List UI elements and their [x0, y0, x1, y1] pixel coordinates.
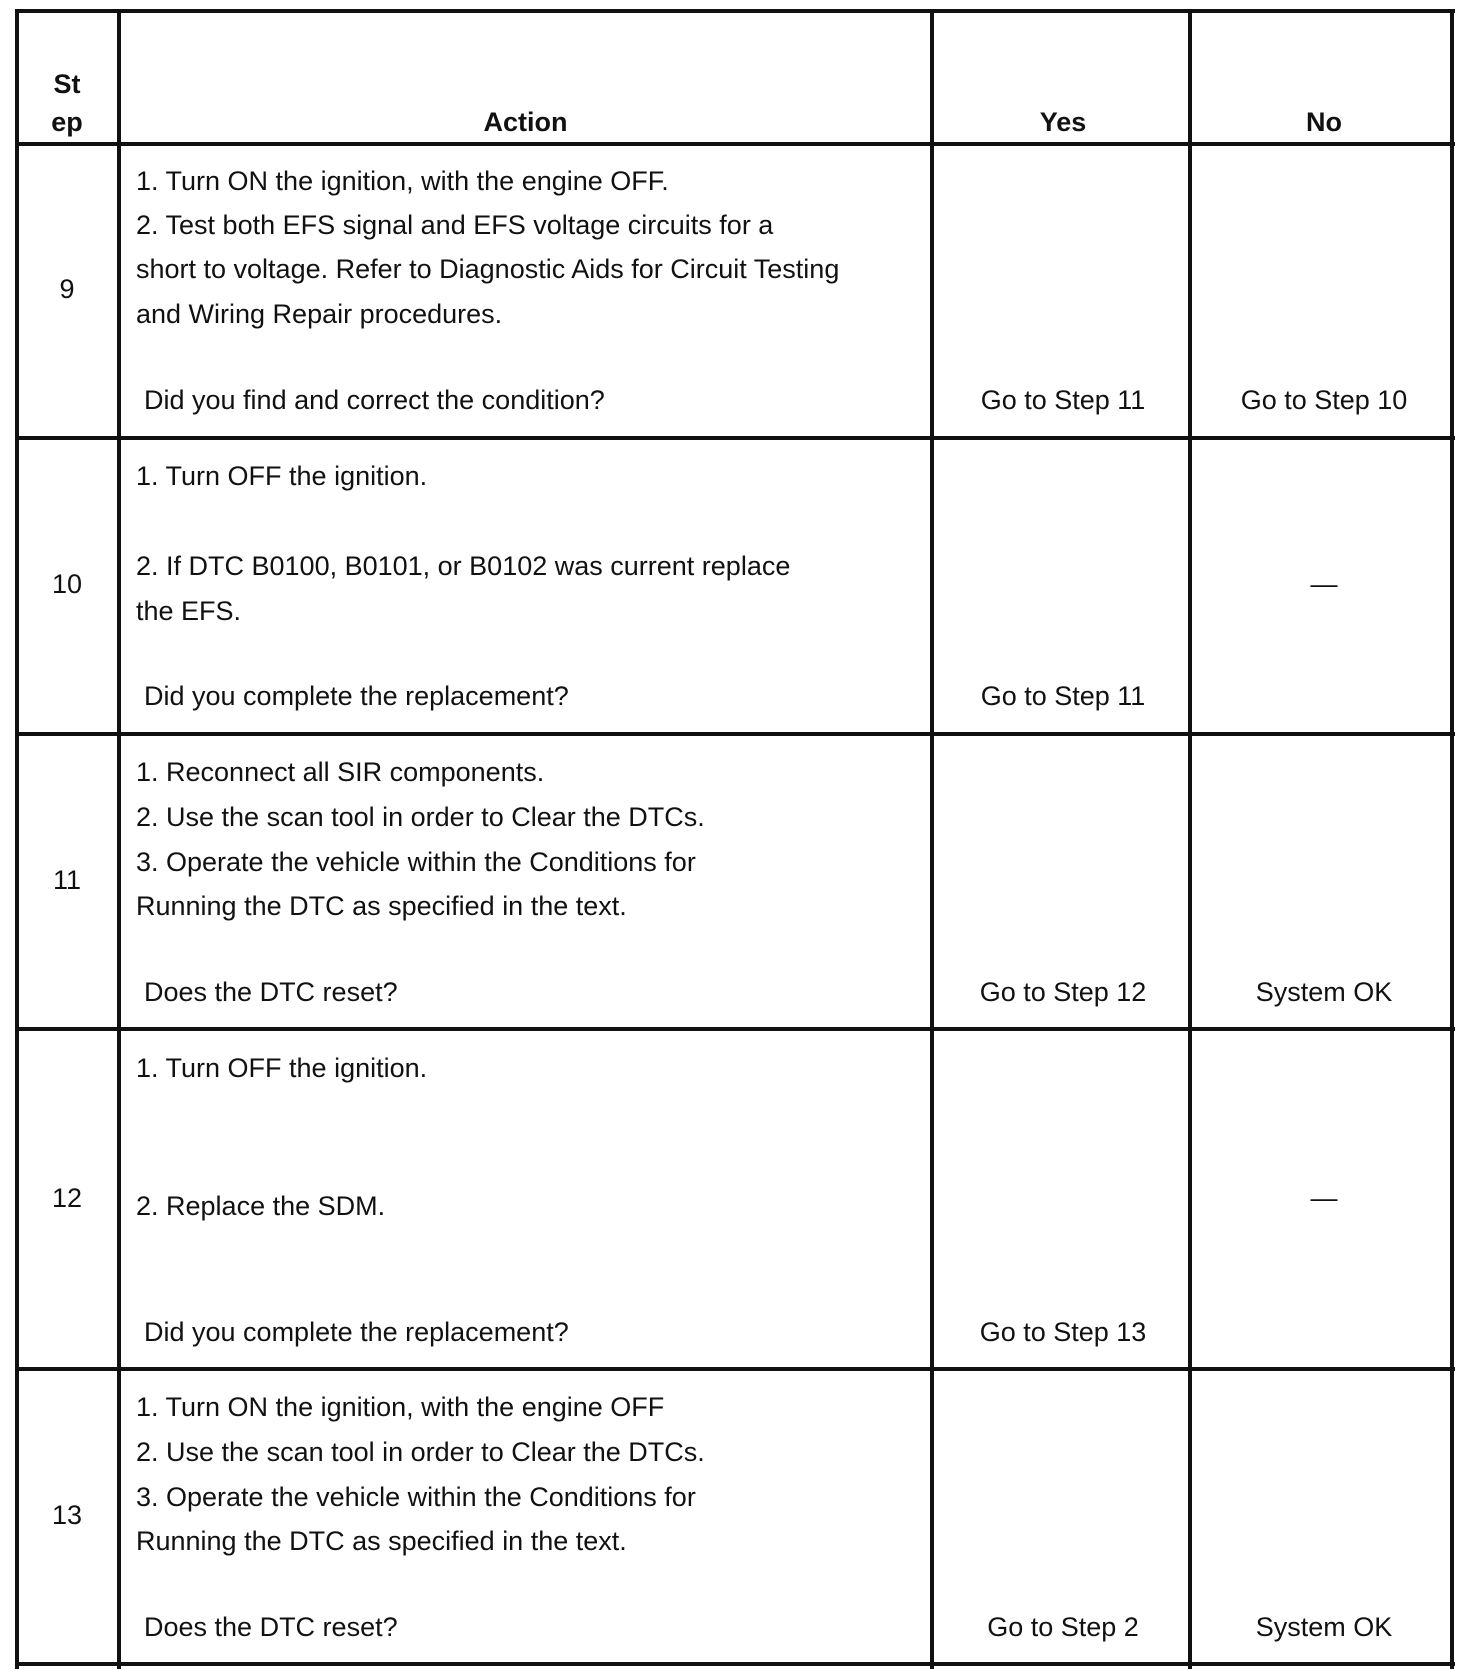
row-divider [15, 1367, 1455, 1371]
yes-result: Go to Step 2 [987, 1612, 1139, 1642]
yes-result: Go to Step 12 [979, 977, 1147, 1007]
action-line: 1. Turn ON the ignition, with the engine OFF. [136, 166, 669, 196]
action-line: 1. Reconnect all SIR components. [136, 757, 545, 787]
column-divider [930, 9, 934, 1669]
step-number: 10 [51, 569, 83, 599]
action-line: 2. If DTC B0100, B0101, or B0102 was current replace [136, 551, 791, 581]
row-divider [15, 732, 1455, 736]
action-line: 3. Operate the vehicle within the Conditions for [136, 1482, 696, 1512]
header-action: Action [483, 107, 568, 137]
yes-result: Go to Step 11 [980, 385, 1146, 415]
table-bottom-border [15, 1662, 1455, 1666]
no-result: — [1310, 569, 1338, 599]
no-result: Go to Step 10 [1240, 385, 1408, 415]
action-line: the EFS. [136, 596, 242, 626]
action-line: Running the DTC as specified in the text. [136, 891, 627, 921]
step-number: 12 [51, 1183, 83, 1213]
header-no: No [1306, 107, 1342, 137]
column-divider [117, 9, 121, 1669]
action-line: short to voltage. Refer to Diagnostic Aids for Circuit Testing [136, 254, 840, 284]
table-right-border [1450, 9, 1454, 1669]
action-line: 1. Turn OFF the ignition. [136, 461, 428, 491]
action-line: 3. Operate the vehicle within the Conditions for [136, 847, 696, 877]
row-divider [15, 1027, 1455, 1031]
action-question: Did you complete the replacement? [144, 1317, 569, 1347]
table-top-border [15, 9, 1455, 13]
header-step-line1: St [53, 69, 81, 99]
action-line: 2. Test both EFS signal and EFS voltage circuits for a [136, 210, 774, 240]
action-line: 1. Turn OFF the ignition. [136, 1053, 428, 1083]
action-line: 2. Use the scan tool in order to Clear the DTCs. [136, 1437, 705, 1467]
no-result: — [1310, 1183, 1338, 1213]
row-divider [15, 436, 1455, 440]
action-question: Did you find and correct the condition? [144, 385, 605, 415]
header-step-line2: ep [51, 107, 83, 137]
action-line: 2. Use the scan tool in order to Clear the DTCs. [136, 802, 705, 832]
yes-result: Go to Step 13 [979, 1317, 1147, 1347]
column-divider [1188, 9, 1192, 1669]
action-line: 1. Turn ON the ignition, with the engine OFF [136, 1392, 665, 1422]
action-line: Running the DTC as specified in the text. [136, 1526, 627, 1556]
step-number: 13 [51, 1500, 83, 1530]
yes-result: Go to Step 11 [980, 681, 1146, 711]
step-number: 11 [52, 865, 82, 895]
header-yes: Yes [1039, 107, 1087, 137]
action-question: Does the DTC reset? [144, 1612, 398, 1642]
step-number: 9 [59, 274, 75, 304]
table-left-border [15, 9, 19, 1669]
action-question: Did you complete the replacement? [144, 681, 569, 711]
header-bottom-border [15, 142, 1455, 146]
action-line: 2. Replace the SDM. [136, 1191, 386, 1221]
action-line: and Wiring Repair procedures. [136, 299, 503, 329]
no-result: System OK [1255, 1612, 1393, 1642]
no-result: System OK [1255, 977, 1393, 1007]
action-question: Does the DTC reset? [144, 977, 398, 1007]
